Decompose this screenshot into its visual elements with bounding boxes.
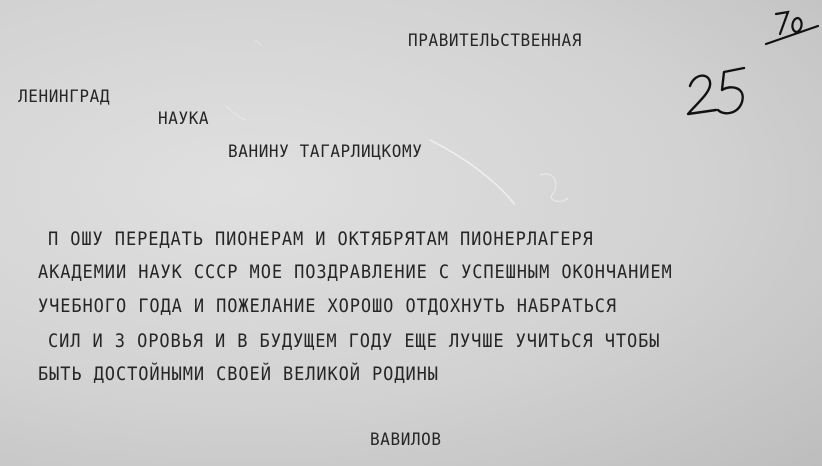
addressee: ВАНИНУ ТАГАРЛИЦКОМУ [228,141,423,162]
message-line: УЧЕБНОГО ГОДА И ПОЖЕЛАНИЕ ХОРОШО ОТДОХНУТЬ НАБРАТЬСЯ [38,296,618,318]
destination-city: ЛЕНИНГРАД [18,86,111,107]
message-line: АКАДЕМИИ НАУК СССР МОЕ ПОЗДРАВЛЕНИЕ С УСПЕШНЫМ ОКОНЧАНИЕМ [38,262,673,284]
signature: ВАВИЛОВ [370,429,442,450]
organization: НАУКА [158,108,210,129]
message-line: СИЛ И З ОРОВЬЯ И В БУДУЩЕМ ГОДУ ЕЩЕ ЛУЧШЕ УЧИТЬСЯ ЧТОБЫ [48,331,661,353]
telegram-category: ПРАВИТЕЛЬСТВЕННАЯ [408,30,582,51]
message-line: БЫТЬ ДОСТОЙНЫМИ СВОЕЙ ВЕЛИКОЙ РОДИНЫ [38,364,439,386]
handwritten-annotation [680,0,822,130]
message-line: П ОШУ ПЕРЕДАТЬ ПИОНЕРАМ И ОКТЯБРЯТАМ ПИОНЕРЛАГЕРЯ [48,229,594,251]
